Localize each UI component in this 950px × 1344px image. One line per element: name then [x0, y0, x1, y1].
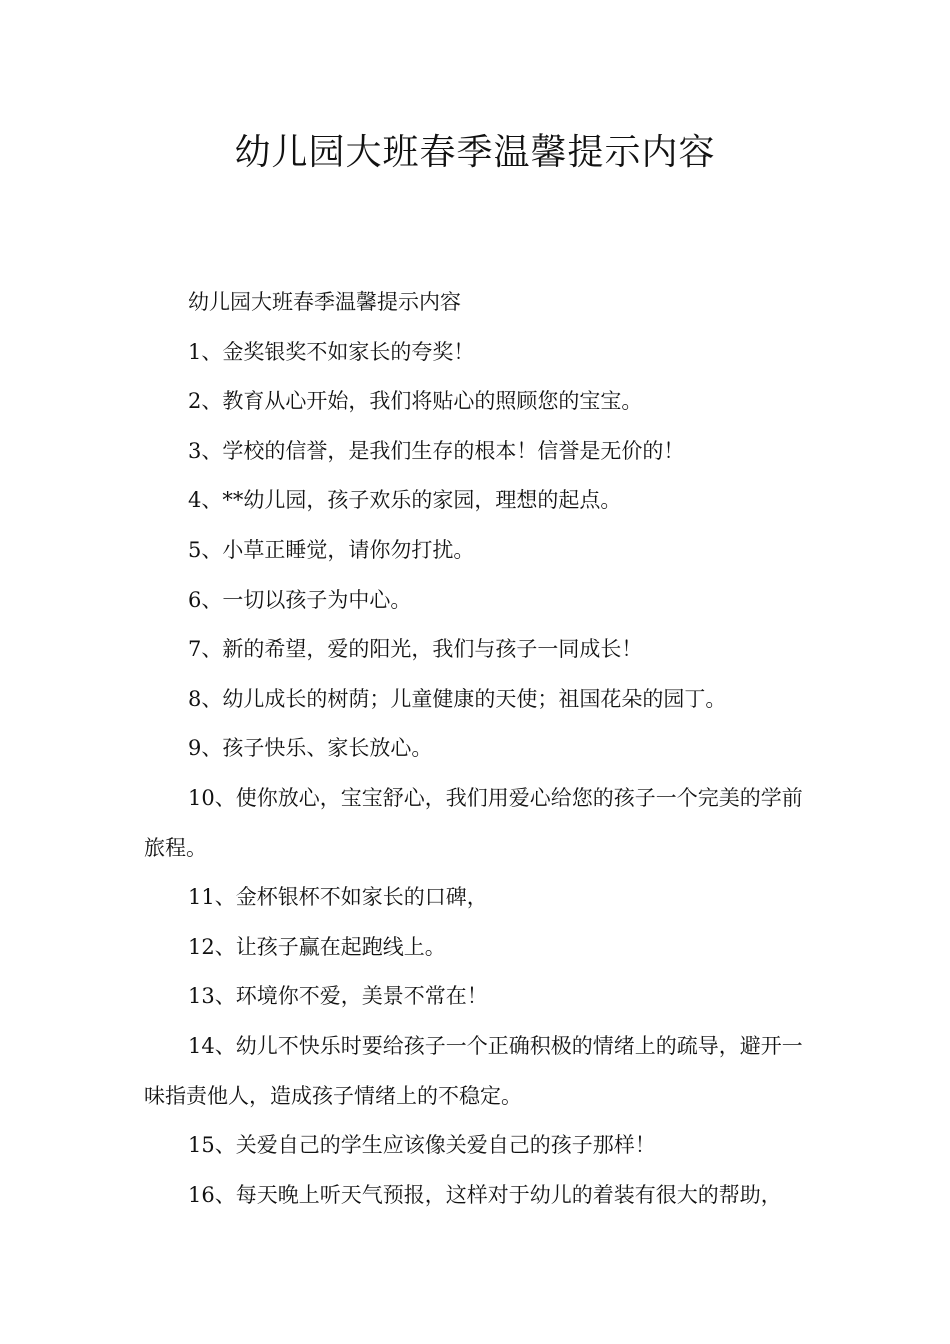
list-item: 12、让孩子赢在起跑线上。	[188, 934, 446, 959]
document-title: 幼儿园大班春季温馨提示内容	[234, 132, 716, 173]
list-item: 6、一切以孩子为中心。	[188, 587, 412, 612]
list-item: 3、学校的信誉，是我们生存的根本！信誉是无价的！	[188, 438, 685, 463]
list-item: 11、金杯银杯不如家长的口碑，	[188, 885, 488, 910]
list-item: 9、孩子快乐、家长放心。	[188, 736, 433, 761]
list-item: 2、教育从心开始，我们将贴心的照顾您的宝宝。	[188, 389, 643, 414]
list-item: 5、小草正睡觉，请你勿打扰。	[188, 537, 475, 562]
list-item: 15、关爱自己的学生应该像关爱自己的孩子那样！	[188, 1133, 656, 1158]
list-item: 7、新的希望，爱的阳光，我们与孩子一同成长！	[188, 637, 643, 662]
list-item: 1、金奖银奖不如家长的夸奖！	[188, 339, 475, 364]
list-item: 8、幼儿成长的树荫；儿童健康的天使；祖国花朵的园丁。	[188, 686, 727, 711]
list-item: 16、每天晚上听天气预报，这样对于幼儿的着装有很大的帮助，	[188, 1182, 782, 1207]
list-item: 14、幼儿不快乐时要给孩子一个正确积极的情绪上的疏导，避开一味指责他人，造成孩子情绪上的不稳定。	[144, 1033, 803, 1108]
list-item: 10、使你放心，宝宝舒心，我们用爱心给您的孩子一个完美的学前旅程。	[144, 785, 803, 860]
list-item: 13、环境你不爱，美景不常在！	[188, 984, 488, 1009]
document-body	[144, 278, 820, 1220]
paragraph-heading: 幼儿园大班春季温馨提示内容	[188, 290, 461, 314]
list-item: 4、**幼儿园，孩子欢乐的家园，理想的起点。	[188, 488, 622, 513]
